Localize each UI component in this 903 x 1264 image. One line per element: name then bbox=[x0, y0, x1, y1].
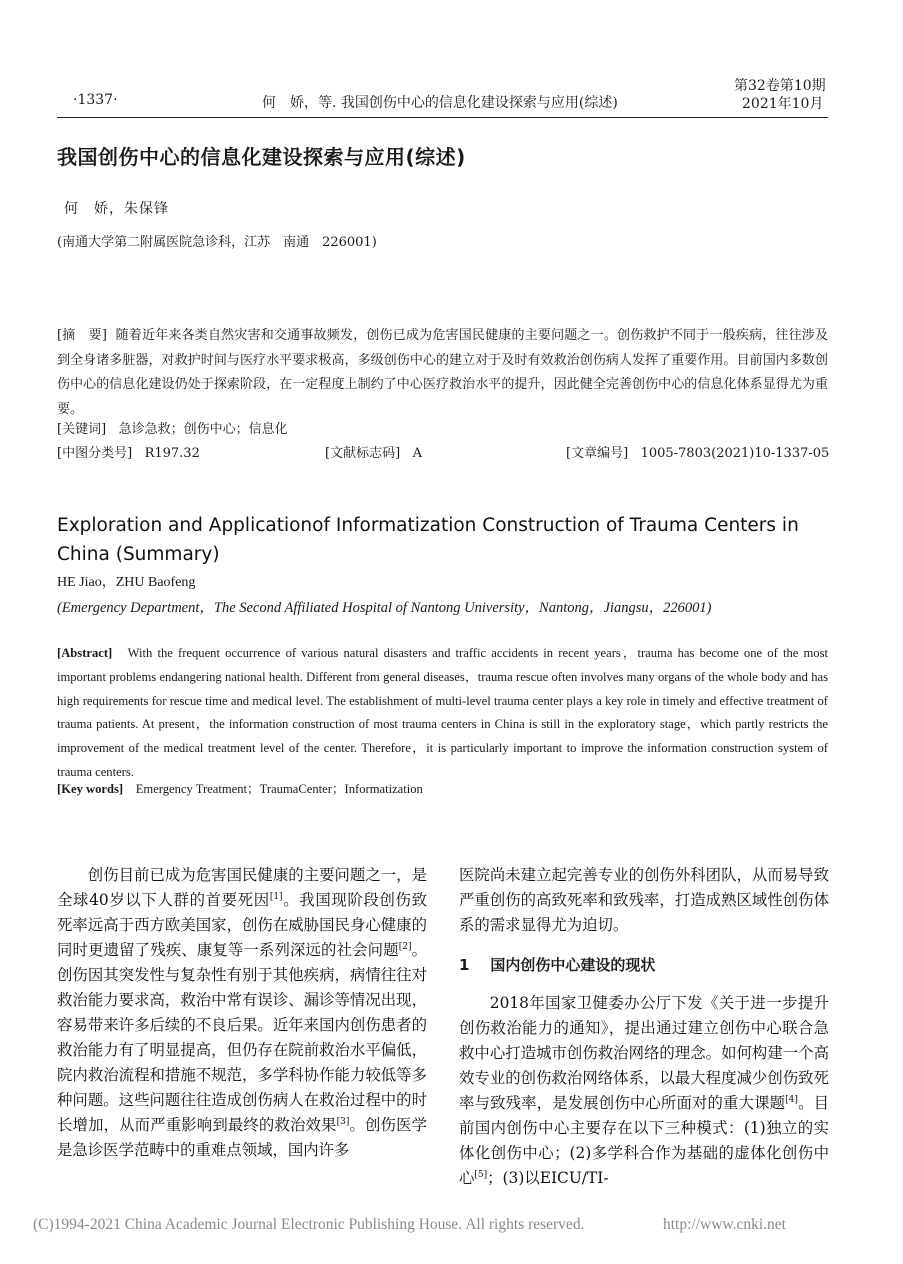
authors-cn: 何 娇，朱保锋 bbox=[64, 201, 169, 217]
abstract-cn-text: 随着近年来各类自然灾害和交通事故频发，创伤已成为危害国民健康的主要问题之一。创伤救护不同于一般疾病，往往涉及到全身诸多脏器，对救护时间与医疗水平要求极高，多级创伤中心的建立对于及时有效救治创伤病人发挥了重要作用。目前国内多数创伤中心的信息化建设仍处于探索阶段，在一定程度上制约了中心医疗救治水平的提升，因此健全完善创伤中心的信息化体系显得尤为重要。 bbox=[57, 328, 828, 417]
section-title: 国内创伤中心建设的现状 bbox=[490, 956, 656, 974]
clc-value: R197.32 bbox=[144, 446, 200, 461]
citation-ref: [4] bbox=[785, 1094, 798, 1105]
article-value: 1005-7803(2021)10-1337-05 bbox=[640, 446, 830, 461]
clc-number bbox=[57, 442, 200, 461]
citation-ref: [3] bbox=[336, 1116, 350, 1127]
keywords-en-text: Emergency Treatment；TraumaCenter；Informatization bbox=[135, 782, 423, 796]
body-paragraph bbox=[57, 863, 427, 1163]
body-left-column bbox=[57, 863, 427, 1163]
keywords-en bbox=[57, 778, 423, 802]
keywords-cn-text: 急诊急救；创伤中心；信息化 bbox=[118, 422, 288, 437]
affiliation-en: (Emergency Department，The Second Affiliated Hospital of Nantong University，Nantong，Jiangsu，226001) bbox=[57, 600, 712, 616]
citation-ref: [2] bbox=[398, 941, 412, 952]
page-number: ·1337· bbox=[73, 92, 118, 108]
keywords-cn-label: [关键词] bbox=[57, 422, 107, 437]
abstract-cn-label: [摘 要] bbox=[57, 328, 107, 343]
body-text: 2018年国家卫健委办公厅下发《关于进一步提升创伤救治能力的通知》，提出通过建立创伤中心联合急救中心打造城市创伤救治网络的理念。如何构建一个高效专业的创伤救治网络体系，以最大程度减少创伤致死率与致残率，是发展创伤中心所面对的重大课题 bbox=[459, 994, 829, 1112]
body-right-column bbox=[459, 863, 829, 938]
abstract-en-label: [Abstract] bbox=[57, 646, 113, 660]
doc-label: [文献标志码] bbox=[325, 446, 401, 461]
article-label: [文章编号] bbox=[566, 446, 629, 461]
body-text: ；(3)以EICU/TI- bbox=[487, 1169, 609, 1187]
body-text: 。目前国内创伤中心主要存在以下三种模式：(1)独立的实体化创伤中心；(2)多学科合作为基础的虚体化创伤中心 bbox=[459, 1094, 829, 1187]
section-number: 1 bbox=[459, 956, 470, 974]
keywords-cn bbox=[57, 418, 288, 437]
body-paragraph bbox=[459, 991, 829, 1191]
body-text: 创伤目前已成为危害国民健康的主要问题之一，是全球40岁以下人群的首要死因 bbox=[57, 866, 427, 909]
running-title: 何 娇，等. 我国创伤中心的信息化建设探索与应用(综述) bbox=[262, 95, 618, 111]
journal-volume: 第32卷第10期 bbox=[734, 78, 826, 94]
citation-ref: [5] bbox=[474, 1169, 488, 1180]
article-number bbox=[566, 442, 829, 461]
body-text: 。创伤医学是急诊医学范畴中的重难点领域，国内许多 bbox=[57, 1116, 427, 1159]
section-heading bbox=[459, 954, 655, 975]
cnki-url[interactable]: http://www.cnki.net bbox=[663, 1216, 786, 1233]
doc-value: A bbox=[412, 446, 422, 461]
keywords-en-label: [Key words] bbox=[57, 782, 124, 796]
abstract-en-text: With the frequent occurrence of various natural disasters and traffic accidents in recent years，trauma has become one of the most important problems endangering national health. Different from general diseases，trauma rescue often involves many organs of the whole body and has high requirements for rescue time and medical level. The establishment of multi-level trauma center plays a key role in timely and effective treatment of trauma patients. At present，the information construction of most trauma centers in China is still in the exploratory stage，which partly restricts the improvement of the medical treatment level of the center. Therefore，it is particularly important to improve the information construction system of trauma centers. bbox=[57, 646, 829, 779]
abstract-en bbox=[57, 642, 828, 785]
body-paragraph: 医院尚未建立起完善专业的创伤外科团队，从而易导致严重创伤的高致死率和致残率，打造成熟区域性创伤体系的需求显得尤为迫切。 bbox=[459, 866, 829, 934]
body-text: 。我国现阶段创伤致死率远高于西方欧美国家，创伤在威胁国民身心健康的同时更遗留了残疾、康复等一系列深远的社会问题 bbox=[57, 891, 427, 959]
body-text: 。创伤因其突发性与复杂性有别于其他疾病，病情往往对救治能力要求高，救治中常有误诊、漏诊等情况出现，容易带来许多后续的不良后果。近年来国内创伤患者的救治能力有了明显提高，但仍存在院前救治水平偏低，院内救治流程和措施不规范，多学科协作能力较低等多种问题。这些问题往往造成创伤病人在救治过程中的时长增加，从而严重影响到最终的救治效果 bbox=[57, 941, 427, 1134]
clc-label: [中图分类号] bbox=[57, 446, 133, 461]
journal-date: 2021年10月 bbox=[742, 96, 824, 112]
abstract-cn bbox=[57, 324, 828, 422]
paper-title-en: Exploration and Applicationof Informatization Construction of Trauma Centers in China (Summary) bbox=[57, 515, 799, 565]
affiliation-cn: (南通大学第二附属医院急诊科，江苏 南通 226001) bbox=[57, 235, 377, 250]
citation-ref: [1] bbox=[269, 891, 283, 902]
header-rule bbox=[57, 117, 828, 118]
paper-title-cn: 我国创伤中心的信息化建设探索与应用(综述) bbox=[57, 145, 466, 169]
document-code bbox=[325, 442, 422, 461]
body-right-column-2 bbox=[459, 991, 829, 1191]
authors-en: HE Jiao，ZHU Baofeng bbox=[57, 575, 196, 590]
copyright-notice: (C)1994-2021 China Academic Journal Electronic Publishing House. All rights reserved. bbox=[33, 1216, 585, 1233]
